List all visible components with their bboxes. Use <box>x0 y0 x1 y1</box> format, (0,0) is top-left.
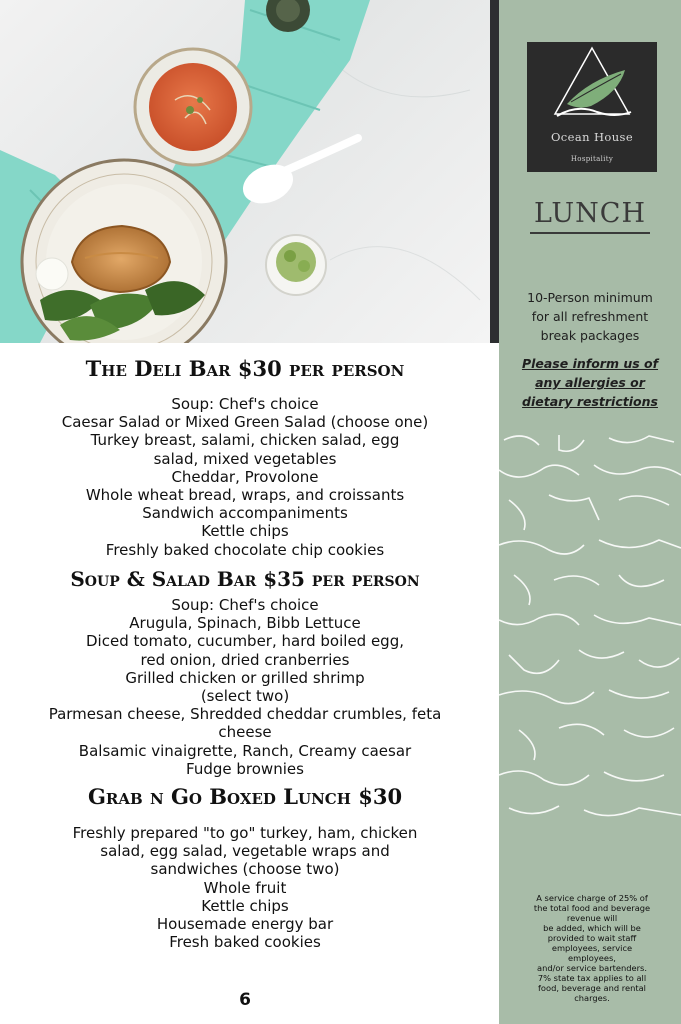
minimum-note <box>509 288 671 345</box>
service-line: provided to wait staff <box>547 933 637 943</box>
food-photo-illustration <box>0 0 490 343</box>
photo-divider <box>490 0 499 343</box>
menu-item: Fresh baked cookies <box>169 933 321 952</box>
service-line: revenue will <box>566 913 618 923</box>
menu-item: Grilled chicken or grilled shrimp <box>125 668 365 687</box>
service-line: food, beverage and rental <box>538 983 646 993</box>
brand-subtitle: Hospitality <box>570 155 614 163</box>
menu-item: Fudge brownies <box>186 759 304 778</box>
food-photo <box>0 0 490 343</box>
sidebar <box>499 0 681 1024</box>
lunch-heading: LUNCH <box>533 198 647 229</box>
allergy-line: dietary restrictions <box>522 394 658 409</box>
menu-item: Caesar Salad or Mixed Green Salad (choose one) <box>61 413 429 432</box>
menu-item: Kettle chips <box>201 522 289 541</box>
menu-item: red onion, dried cranberries <box>140 650 350 669</box>
deli-bar-title: The Deli Bar $30 per person <box>85 356 405 381</box>
allergy-note <box>509 354 671 411</box>
minimum-line: break packages <box>540 328 640 343</box>
allergy-line: any allergies or <box>535 375 645 390</box>
menu-item: Cheddar, Provolone <box>171 467 319 486</box>
service-line: A service charge of 25% of <box>536 893 648 903</box>
menu-item: (select two) <box>200 687 290 706</box>
menu-item: sandwiches (choose two) <box>150 860 340 879</box>
triangle-leaf-icon <box>527 42 657 172</box>
menu-item: Kettle chips <box>201 896 289 915</box>
menu-item: Turkey breast, salami, chicken salad, egg <box>90 431 400 450</box>
service-line: be added, which will be <box>543 923 641 933</box>
service-line: the total food and beverage <box>533 903 651 913</box>
menu-item: Parmesan cheese, Shredded cheddar crumbles, feta <box>48 705 442 724</box>
menu-item: Soup: Chef's choice <box>171 395 319 413</box>
menu-item: Whole wheat bread, wraps, and croissants <box>85 486 405 505</box>
lunch-underline <box>530 232 650 234</box>
menu-item: Freshly prepared "to go" turkey, ham, chicken <box>72 824 418 842</box>
service-line: employees, <box>568 953 616 963</box>
page-number: 6 <box>239 990 251 1010</box>
menu-item: Soup: Chef's choice <box>171 596 319 614</box>
minimum-line: for all refreshment <box>531 309 649 324</box>
soup-salad-bar-title: Soup & Salad Bar $35 per person <box>70 567 420 591</box>
menu-item: Balsamic vinaigrette, Ranch, Creamy caesar <box>78 741 412 760</box>
menu-item: Freshly baked chocolate chip cookies <box>105 540 385 559</box>
minimum-line: 10-Person minimum <box>527 290 653 305</box>
service-line: 7% state tax applies to all <box>537 973 647 983</box>
service-line: charges. <box>574 993 610 1003</box>
grab-n-go-items <box>0 824 490 951</box>
menu-item: Sandwich accompaniments <box>142 504 348 523</box>
soup-salad-bar-items <box>0 596 490 778</box>
allergy-line: Please inform us of <box>521 356 659 371</box>
menu-item: Arugula, Spinach, Bibb Lettuce <box>129 614 361 633</box>
ocean-house-logo <box>527 42 657 172</box>
menu-item: Diced tomato, cucumber, hard boiled egg, <box>86 632 404 651</box>
menu-item: cheese <box>218 723 272 742</box>
menu-item: salad, egg salad, vegetable wraps and <box>100 842 390 861</box>
service-charge-note <box>517 893 667 1003</box>
service-line: employees, service <box>551 943 633 953</box>
service-line: and/or service bartenders. <box>536 963 647 973</box>
brand-name: Ocean House <box>550 130 634 144</box>
deli-bar-items <box>0 395 490 559</box>
wave-pattern <box>499 430 681 830</box>
grab-n-go-title: Grab n Go Boxed Lunch $30 <box>87 784 403 809</box>
menu-item: Whole fruit <box>203 878 287 897</box>
menu-item: salad, mixed vegetables <box>153 449 337 468</box>
menu-item: Housemade energy bar <box>156 915 334 934</box>
